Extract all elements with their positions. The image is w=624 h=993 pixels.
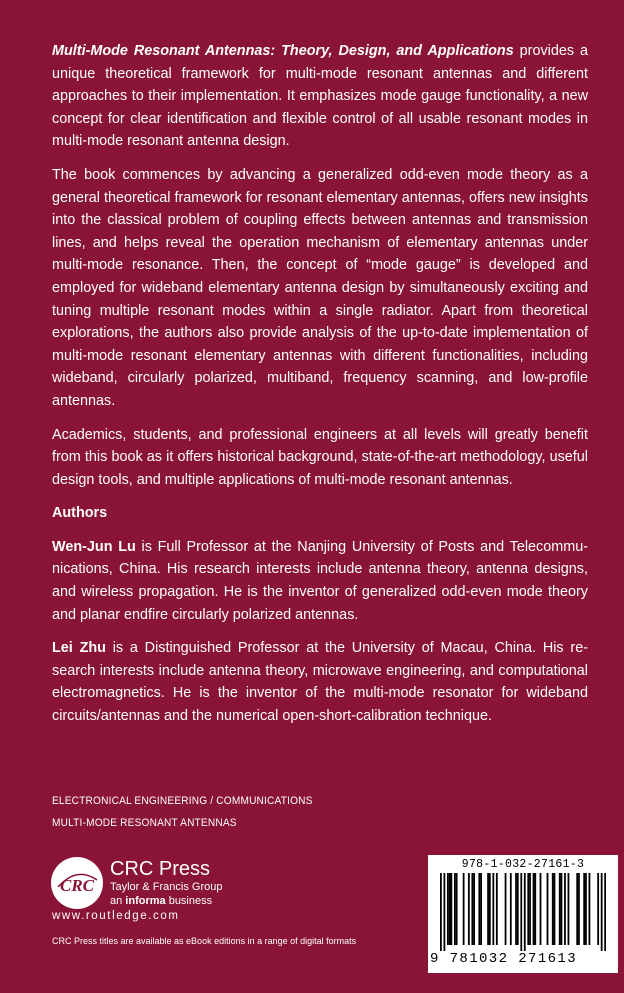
barcode-bar [440, 873, 442, 951]
barcode-bar [505, 873, 507, 945]
barcode-bar [547, 873, 549, 945]
barcode-bar [471, 873, 473, 945]
author-name: Lei Zhu [52, 640, 106, 657]
barcode-bar [468, 873, 470, 945]
barcode-bar [564, 873, 566, 945]
barcode-bar [524, 873, 526, 951]
ebook-note: CRC Press titles are available as eBook editions in a range of digital formats [52, 936, 357, 946]
barcode-bar [561, 873, 563, 945]
barcode-bar [450, 873, 452, 945]
crc-press-logo-icon [50, 856, 104, 910]
barcode-bar [510, 873, 512, 945]
barcode-bar [554, 873, 556, 945]
subject-category: ELECTRONICAL ENGINEERING / COMMUNICATIONS [52, 795, 313, 807]
author-name: Wen-Jun Lu [52, 538, 136, 555]
series-category: MULTI-MODE RESONANT ANTENNAS [52, 817, 237, 829]
barcode-bar [597, 873, 599, 945]
description-paragraph-2: The book commences by advancing a generalized odd-even mode theory as a general theoretical framework for resonant elementary antennas, offers new insights into the classical problem of coupling effects between antennas and transmission lines, and helps reveal the operation mechanism of elementary antennas under multi-mode resonance. Then, the concept of “mode gauge” is developed and employed for wideband elementary antenna design by simultaneously exciting and tuning multiple resonant modes within a single radiator. Apart from theoretical explorations, the authors also provide analysis of the up-to-date implementation of multi-mode resonant elementary antennas with different functionalities, including wideband, circularly polarized, multiband, frequency scanning, and low-profile antennas. [52, 166, 588, 409]
description-block [52, 40, 588, 739]
description-paragraph-1 [52, 40, 588, 153]
barcode-bar [540, 873, 542, 945]
ean-digits: 9 781032 271613 [430, 951, 578, 967]
barcode-bar [456, 873, 458, 945]
logo-text: CRC [59, 876, 95, 895]
author-bio-text: is a Distinguished Professor at the University of Macau, China. His research interests include antenna theory, microwave engineering, and computational electromagnetics. He is the inventor of the multi-mode resonator for wideband circuits/antennas and the numerical open-short-calibration technique. [52, 640, 588, 725]
publisher-website: www.routledge.com [52, 910, 180, 922]
author-bio-text: is Full Professor at the Nanjing University of Posts and Telecommunications, China. His research interests include antenna theory, antenna designs, and wireless propagation. He is the inventor of generalized odd-even mode theory and planar endfire circularly polarized antennas. [52, 538, 588, 623]
barcode-bar [578, 873, 580, 945]
barcode-bar [480, 873, 482, 945]
barcode-bar [534, 873, 536, 945]
barcode-bar [487, 873, 489, 945]
barcode-bar [517, 873, 519, 945]
book-title: Multi-Mode Resonant Antennas: Theory, Design, and Applications [52, 43, 514, 59]
barcode-bar [527, 873, 529, 945]
barcode-bar [478, 873, 480, 945]
barcode-bar [492, 873, 494, 945]
barcode-bar [585, 873, 587, 945]
barcode-bar [489, 873, 491, 945]
barcode-bar [583, 873, 585, 945]
barcode-bar [589, 873, 591, 945]
barcode-bar [604, 873, 606, 951]
publisher-group: Taylor & Francis Group [110, 881, 223, 893]
barcode-bar [533, 873, 535, 945]
barcode-bar [601, 873, 603, 951]
barcode-bar [463, 873, 465, 945]
description-paragraph-3: Academics, students, and professional engineers at all levels will greatly benefit from this book as it offers historical background, state-of-the-art methodology, useful design tools, and multiple applications of multi-mode resonant antennas. [52, 426, 588, 488]
barcode-bars [440, 873, 606, 951]
barcode-bar [473, 873, 475, 945]
barcode-bar [443, 873, 445, 951]
barcode-bar [529, 873, 531, 945]
barcode-bar [576, 873, 578, 945]
barcode-bar [568, 873, 570, 945]
isbn-barcode [428, 855, 618, 973]
informa-business: an informa business [110, 895, 213, 907]
author-bio-1 [52, 536, 588, 626]
barcode-bar [559, 873, 561, 945]
barcode-bar [496, 873, 498, 945]
description-paragraph-1-text: provides a unique theoretical framework for multi-mode resonant antennas and different approaches to their implementation. It emphasizes mode gauge functionality, a new concept for clear identification and flexible control of all usable resonant modes in multi-mode resonant antenna design. [52, 43, 588, 150]
authors-heading: Authors [52, 505, 108, 522]
barcode-bar [449, 873, 451, 945]
categories [52, 790, 335, 834]
barcode-bar [454, 873, 456, 945]
barcode-bar [552, 873, 554, 945]
barcode-bar [520, 873, 522, 951]
isbn-number: 978-1-032-27161-3 [461, 858, 585, 871]
publisher-name: CRC Press [110, 858, 211, 880]
author-bio-2 [52, 637, 588, 727]
barcode-bar [447, 873, 449, 945]
barcode-bar [515, 873, 517, 945]
